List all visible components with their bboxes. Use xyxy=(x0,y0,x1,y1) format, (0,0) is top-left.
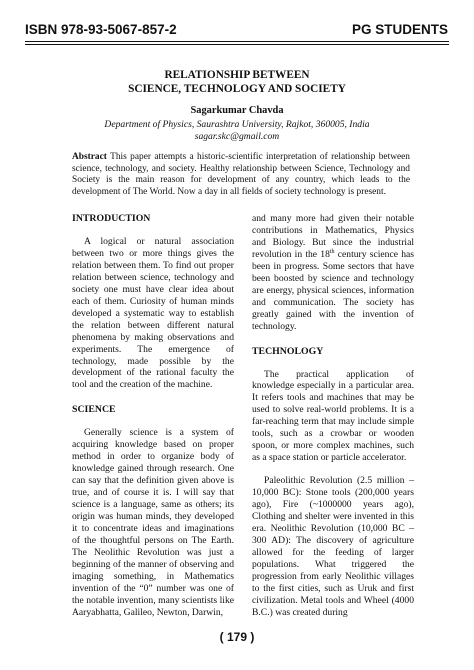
technology-paragraph-1: The practical application of knowledge especially in a particular area. It refers tools and machines that may be used to solve real-world problems. It is a far-reaching term that may include simple tools, such as a crowbar or wooden spoon, or more complex machines, such as a space station or particle accelerator. xyxy=(252,368,414,464)
header-rule-bottom xyxy=(25,44,449,45)
science-cont-part-2: century science has been in progress. Some sectors that have been boosted by science and technology are energy, physical sciences, information and communication. The society has greatly gained with the invention of technology. xyxy=(252,248,414,332)
abstract-text: This paper attempts a historic-scientific interpretation of relationship between science, technology, and society. Healthy relationship between Science, Technology and Society is the main reason for development of any country, which leads to the development of The World. Now a day in all fields of society technology is present. xyxy=(72,152,410,198)
technology-heading: TECHNOLOGY xyxy=(252,345,324,357)
abstract xyxy=(72,152,410,199)
title-line-2: SCIENCE, TECHNOLOGY AND SOCIETY xyxy=(128,83,346,95)
introduction-heading: INTRODUCTION xyxy=(72,213,151,224)
science-paragraph: Generally science is a system of acquiring knowledge based on proper method in order to organize body of knowledge gained through research. One can say that the definition given above is true, and of course it is. I will say that science is a language, same as others; its origin was human minds, they developed it to concentrate ideas and imaginations of the thoughtful persons on The Earth. The Neolithic Revolution was just a beginning of the manner of observing and imaging something, in Mathematics invention of the “0” number was one of the notable invention, many scientists like Aaryabhatta, Galileo, Newton, Darwin, xyxy=(72,427,234,618)
introduction-paragraph: A logical or natural association between two or more things gives the relation between them. To find out proper relation between science, technology and society one must have clear idea about each of them. Curiosity of human minds developed a systematic way to establish the relation between different natural phenomena by making observations and experiments. The emergence of technology, made possible by the development of the rational faculty the tool and the creation of the machine. xyxy=(72,236,234,391)
section-header: PG STUDENTS xyxy=(351,22,448,37)
right-column xyxy=(252,213,414,619)
technology-paragraph-2: Paleolithic Revolution (2.5 million – 10,000 BC): Stone tools (200,000 years ago), Fire (~1000000 years ago), Clothing and shelter were invented in this era. Neolithic Revolution (10,000 BC – 300 AD): The discovery of agriculture allowed for the feeding of larger populations. What triggered the progression from early Neolithic villages to the first cities, such as Uruk and first civilization. Metal tools and Wheel (4000 B.C.) was created during xyxy=(252,475,414,618)
author-name: Sagarkumar Chavda xyxy=(190,105,284,116)
author-affiliation: Department of Physics, Saurashtra University, Rajkot, 360005, India xyxy=(104,119,370,130)
author-email: sagar.skc@gmail.com xyxy=(194,131,280,142)
science-paragraph-continued xyxy=(252,213,414,333)
left-column xyxy=(72,213,234,619)
superscript-th: th xyxy=(329,248,335,255)
header-rule-top xyxy=(25,41,449,42)
paper-title xyxy=(0,68,474,96)
science-cont-part-1: and many more had given their notable contributions in Mathematics, Physics and Biology. But since the industrial revolution in the 18 xyxy=(252,213,414,260)
page-number: ( 179 ) xyxy=(219,630,255,644)
isbn-header: ISBN 978-93-5067-857-2 xyxy=(25,22,177,37)
title-line-1: RELATIONSHIP BETWEEN xyxy=(164,69,310,81)
abstract-label: Abstract xyxy=(72,152,107,162)
science-heading: SCIENCE xyxy=(72,404,116,416)
